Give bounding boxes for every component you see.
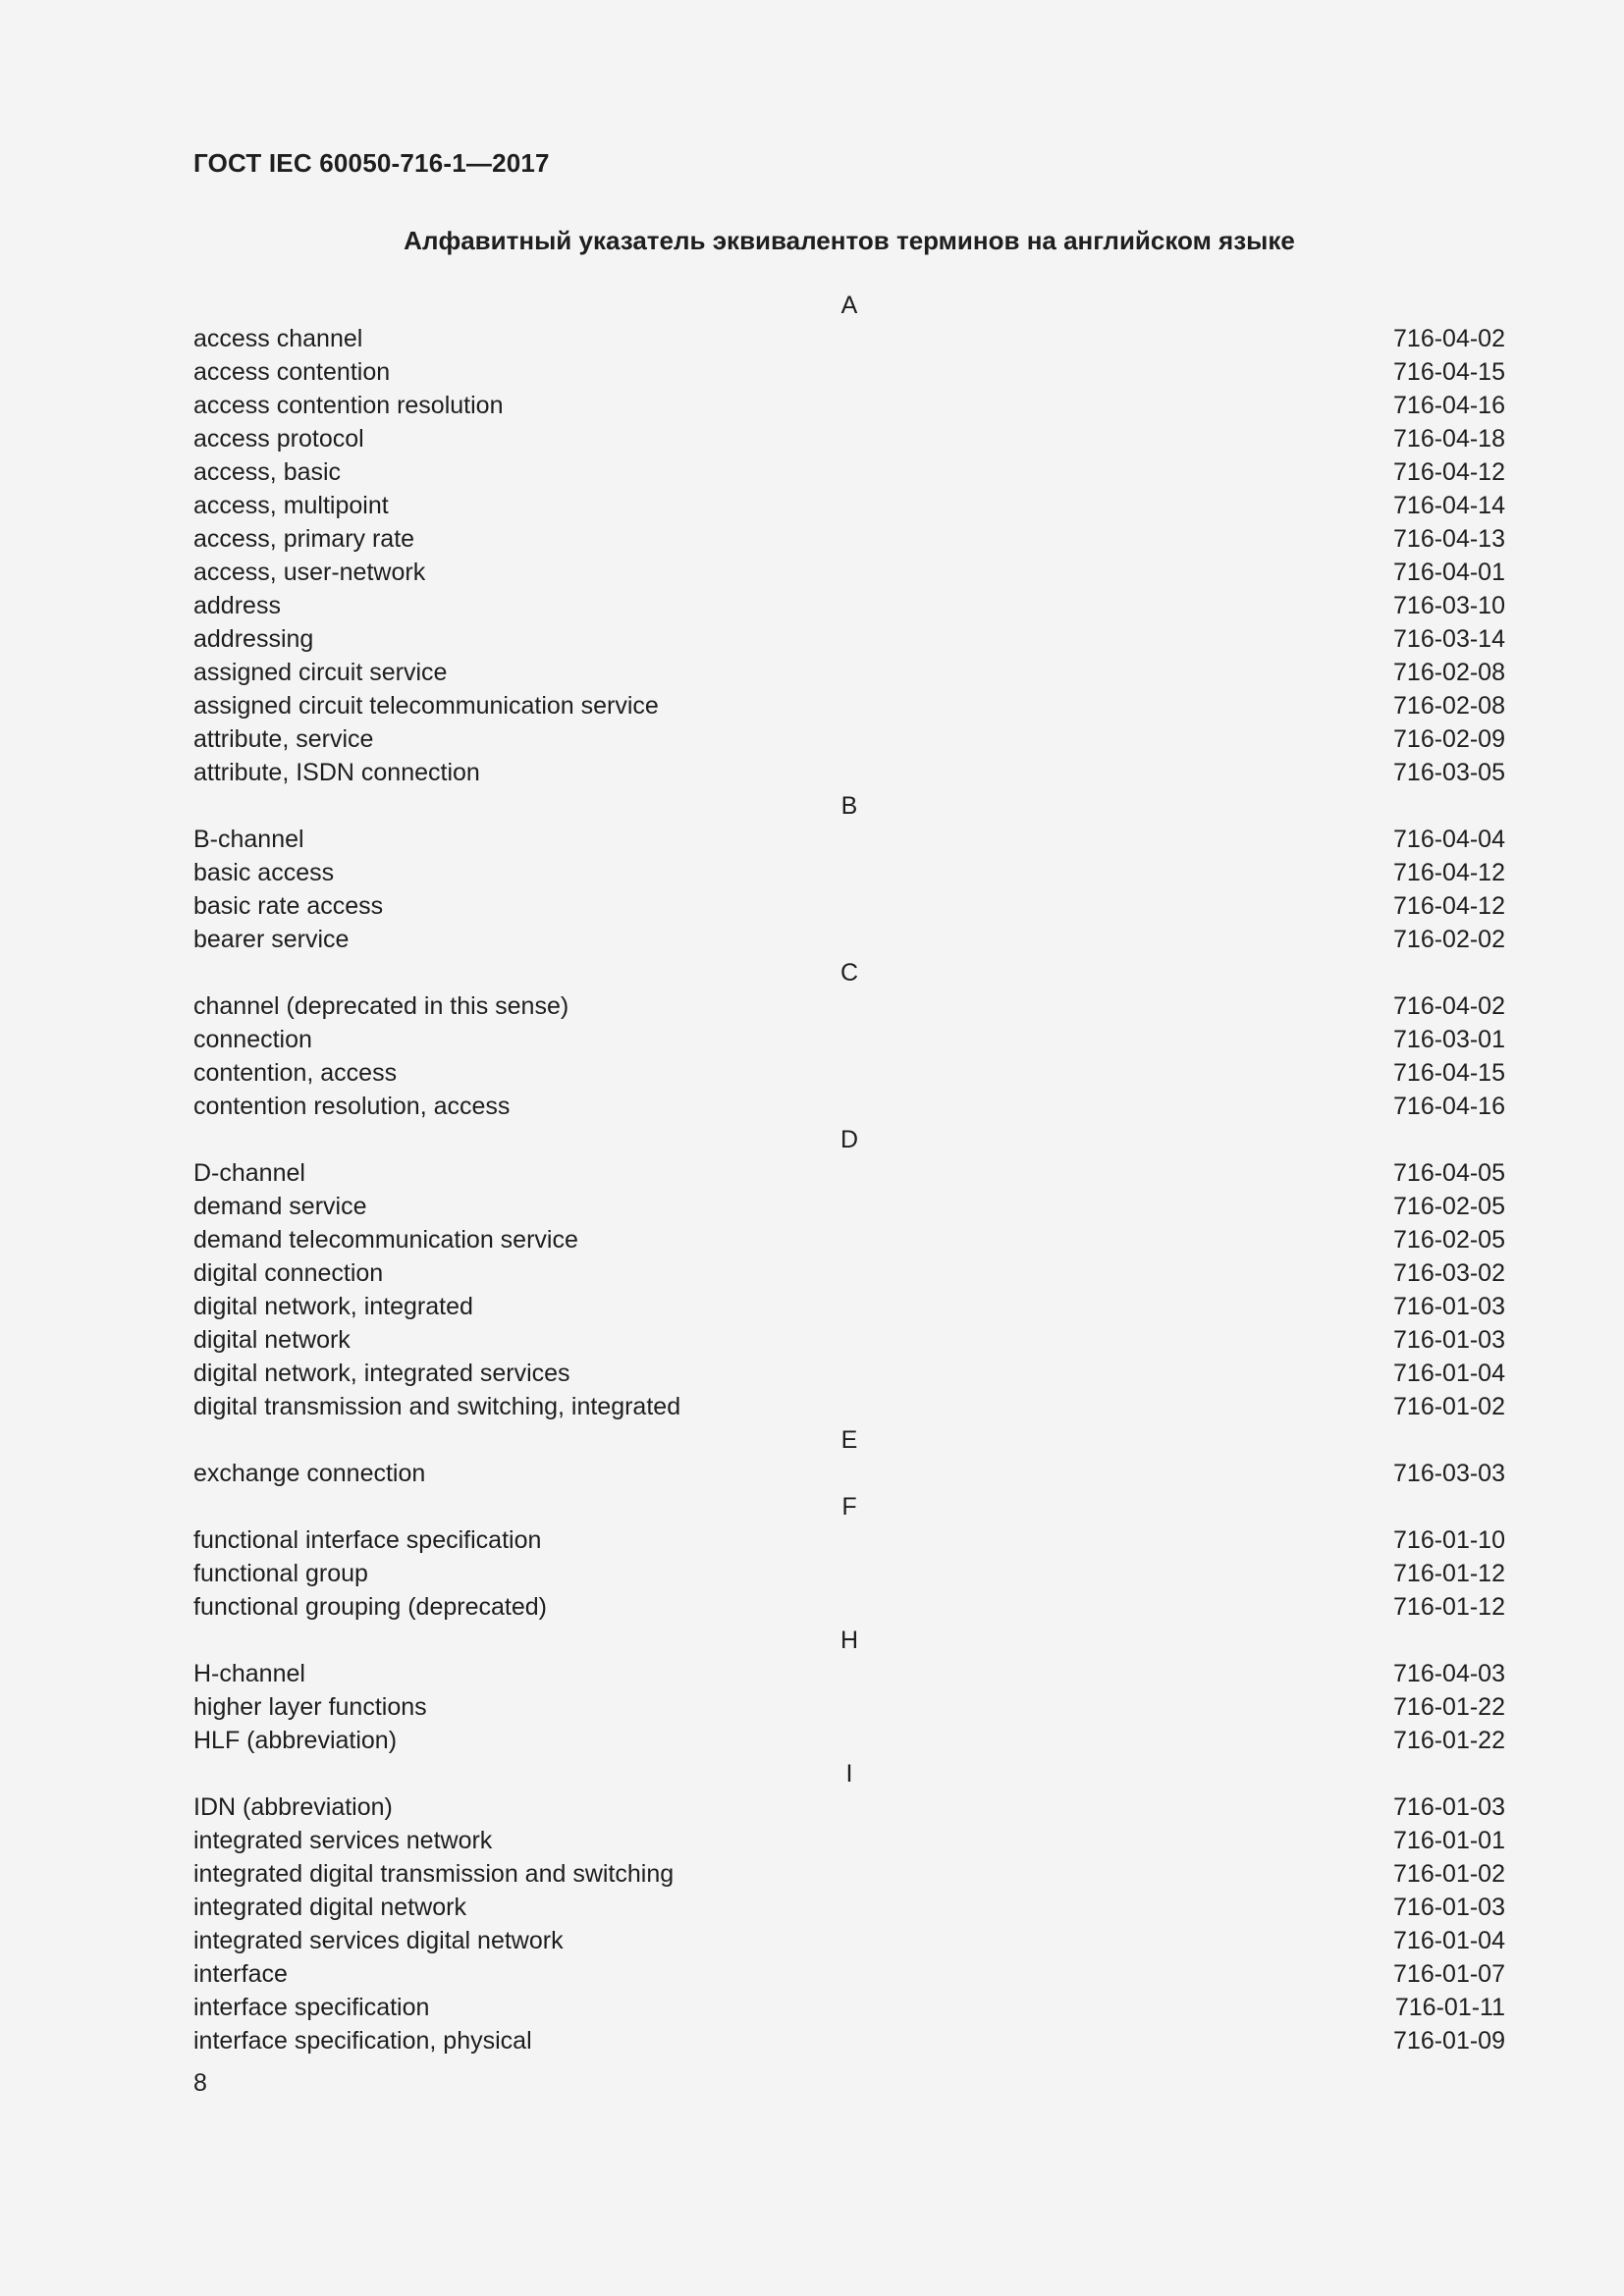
index-term: bearer service [193, 926, 350, 953]
index-entry [193, 1056, 1505, 1090]
index-title: Алфавитный указатель эквивалентов терминов на английском языке [404, 226, 1295, 255]
index-term: basic rate access [193, 892, 384, 920]
index-entry [193, 1690, 1505, 1724]
index-entry [193, 355, 1505, 389]
index-term: demand telecommunication service [193, 1226, 578, 1254]
index-letter: E [840, 1426, 858, 1454]
index-entry [193, 1824, 1505, 1857]
index-term: interface specification [193, 1994, 430, 2021]
index-term-reference: 716-03-10 [1393, 592, 1505, 619]
index-term: attribute, service [193, 725, 374, 753]
index-term: digital connection [193, 1259, 384, 1287]
index-entry [193, 622, 1505, 656]
index-term-reference: 716-02-08 [1393, 692, 1505, 720]
index-letter-heading [193, 1423, 1505, 1457]
index-term-reference: 716-04-12 [1393, 892, 1505, 920]
index-term: functional grouping (deprecated) [193, 1593, 547, 1621]
index-term: higher layer functions [193, 1693, 427, 1721]
index-letter: D [839, 1126, 859, 1153]
index-term: B-channel [193, 826, 304, 853]
index-term: functional interface specification [193, 1526, 542, 1554]
index-term-reference: 716-01-03 [1393, 1894, 1505, 1921]
index-entry [193, 1323, 1505, 1357]
index-term: attribute, ISDN connection [193, 759, 480, 786]
index-term-reference: 716-01-04 [1393, 1360, 1505, 1387]
index-term: D-channel [193, 1159, 305, 1187]
index-entry [193, 1957, 1505, 1991]
index-term-reference: 716-02-08 [1393, 659, 1505, 686]
index-entry [193, 1724, 1505, 1757]
index-entry [193, 2024, 1505, 2057]
index-term-reference: 716-04-02 [1393, 992, 1505, 1020]
index-term: integrated digital transmission and switching [193, 1860, 675, 1888]
index-term-reference: 716-01-10 [1393, 1526, 1505, 1554]
index-term: interface specification, physical [193, 2027, 532, 2055]
index-letter: H [839, 1627, 859, 1654]
index-term-reference: 716-01-22 [1393, 1727, 1505, 1754]
index-entry [193, 1357, 1505, 1390]
index-entry [193, 1657, 1505, 1690]
index-entry [193, 1156, 1505, 1190]
page-number: 8 [193, 2069, 207, 2097]
index-term-reference: 716-01-12 [1393, 1560, 1505, 1587]
index-entry [193, 1557, 1505, 1590]
index-term-reference: 716-01-22 [1393, 1693, 1505, 1721]
index-entry [193, 923, 1505, 956]
index-entry [193, 556, 1505, 589]
index-term-reference: 716-01-01 [1393, 1827, 1505, 1854]
index-term: integrated services network [193, 1827, 493, 1854]
index-letter: A [840, 292, 858, 319]
index-term-reference: 716-01-04 [1393, 1927, 1505, 1954]
index-term-reference: 716-04-02 [1393, 325, 1505, 352]
index-term-reference: 716-04-05 [1393, 1159, 1505, 1187]
index-term-reference: 716-04-03 [1393, 1660, 1505, 1687]
index-entry [193, 522, 1505, 556]
index-term-reference: 716-01-03 [1393, 1793, 1505, 1821]
index-term-reference: 716-04-12 [1393, 458, 1505, 486]
index-term: access contention [193, 358, 391, 386]
index-term-reference: 716-01-02 [1393, 1860, 1505, 1888]
index-letter: F [841, 1493, 857, 1521]
index-term-reference: 716-04-16 [1393, 392, 1505, 419]
index-term-reference: 716-02-05 [1393, 1226, 1505, 1254]
index-entry [193, 656, 1505, 689]
index-term-reference: 716-03-14 [1393, 625, 1505, 653]
index-entry [193, 823, 1505, 856]
index-term: digital network, integrated [193, 1293, 473, 1320]
alphabetical-index [193, 289, 1505, 2057]
index-term-reference: 716-02-05 [1393, 1193, 1505, 1220]
index-term-reference: 716-04-04 [1393, 826, 1505, 853]
index-entry [193, 455, 1505, 489]
index-letter-heading [193, 956, 1505, 989]
index-term-reference: 716-04-15 [1393, 1059, 1505, 1087]
index-term-reference: 716-01-09 [1393, 2027, 1505, 2055]
index-term-reference: 716-03-01 [1393, 1026, 1505, 1053]
index-entry [193, 389, 1505, 422]
index-term-reference: 716-04-12 [1393, 859, 1505, 886]
index-letter-heading [193, 1490, 1505, 1523]
index-letter-heading [193, 289, 1505, 322]
index-term: digital transmission and switching, integrated [193, 1393, 681, 1420]
index-term: HLF (abbreviation) [193, 1727, 398, 1754]
index-term: connection [193, 1026, 312, 1053]
index-entry [193, 1190, 1505, 1223]
index-term: assigned circuit service [193, 659, 448, 686]
index-entry [193, 689, 1505, 722]
index-term: H-channel [193, 1660, 305, 1687]
index-entry [193, 722, 1505, 756]
index-letter-heading [193, 1757, 1505, 1790]
index-term-reference: 716-03-03 [1393, 1460, 1505, 1487]
index-entry [193, 1023, 1505, 1056]
index-term: contention, access [193, 1059, 398, 1087]
index-entry [193, 889, 1505, 923]
index-term: demand service [193, 1193, 367, 1220]
index-term-reference: 716-01-02 [1393, 1393, 1505, 1420]
index-term-reference: 716-01-03 [1393, 1293, 1505, 1320]
index-term: integrated digital network [193, 1894, 466, 1921]
index-term: exchange connection [193, 1460, 426, 1487]
index-term: access, multipoint [193, 492, 389, 519]
index-entry [193, 1090, 1505, 1123]
index-term: functional group [193, 1560, 368, 1587]
index-term-reference: 716-04-16 [1393, 1093, 1505, 1120]
index-entry [193, 1924, 1505, 1957]
index-term-reference: 716-03-02 [1393, 1259, 1505, 1287]
index-entry [193, 1590, 1505, 1624]
index-entry [193, 589, 1505, 622]
index-term-reference: 716-04-01 [1393, 559, 1505, 586]
index-term-reference: 716-02-09 [1393, 725, 1505, 753]
index-entry [193, 489, 1505, 522]
document-code: ГОСТ IEC 60050-716-1—2017 [193, 148, 550, 178]
index-term: assigned circuit telecommunication service [193, 692, 659, 720]
index-term-reference: 716-04-14 [1393, 492, 1505, 519]
index-entry [193, 1457, 1505, 1490]
index-term: access, basic [193, 458, 342, 486]
index-entry [193, 1523, 1505, 1557]
index-entry [193, 1891, 1505, 1924]
index-entry [193, 422, 1505, 455]
index-term: interface [193, 1960, 288, 1988]
index-entry [193, 1857, 1505, 1891]
index-entry [193, 1390, 1505, 1423]
index-term: digital network [193, 1326, 351, 1354]
index-term: access contention resolution [193, 392, 504, 419]
index-entry [193, 1256, 1505, 1290]
index-entry [193, 756, 1505, 789]
index-term-reference: 716-04-18 [1393, 425, 1505, 453]
index-term: access, user-network [193, 559, 426, 586]
index-entry [193, 1223, 1505, 1256]
index-term-reference: 716-02-02 [1393, 926, 1505, 953]
index-letter: I [845, 1760, 853, 1788]
index-term: contention resolution, access [193, 1093, 511, 1120]
index-term: integrated services digital network [193, 1927, 564, 1954]
index-entry [193, 1991, 1505, 2024]
index-letter: C [839, 959, 859, 987]
index-term: digital network, integrated services [193, 1360, 570, 1387]
index-term: channel (deprecated in this sense) [193, 992, 569, 1020]
index-term-reference: 716-01-12 [1393, 1593, 1505, 1621]
index-term: access, primary rate [193, 525, 415, 553]
index-term-reference: 716-04-13 [1393, 525, 1505, 553]
index-term: addressing [193, 625, 314, 653]
index-term: basic access [193, 859, 335, 886]
index-term-reference: 716-01-11 [1394, 1994, 1505, 2021]
index-term-reference: 716-04-15 [1393, 358, 1505, 386]
index-entry [193, 856, 1505, 889]
index-term: access protocol [193, 425, 364, 453]
index-term-reference: 716-01-07 [1393, 1960, 1505, 1988]
index-entry [193, 322, 1505, 355]
index-entry [193, 1790, 1505, 1824]
index-term: IDN (abbreviation) [193, 1793, 393, 1821]
index-entry [193, 989, 1505, 1023]
index-term: address [193, 592, 281, 619]
index-letter-heading [193, 1624, 1505, 1657]
index-letter-heading [193, 789, 1505, 823]
index-term: access channel [193, 325, 363, 352]
index-letter: B [840, 792, 858, 820]
index-entry [193, 1290, 1505, 1323]
index-term-reference: 716-03-05 [1393, 759, 1505, 786]
index-term-reference: 716-01-03 [1393, 1326, 1505, 1354]
index-letter-heading [193, 1123, 1505, 1156]
